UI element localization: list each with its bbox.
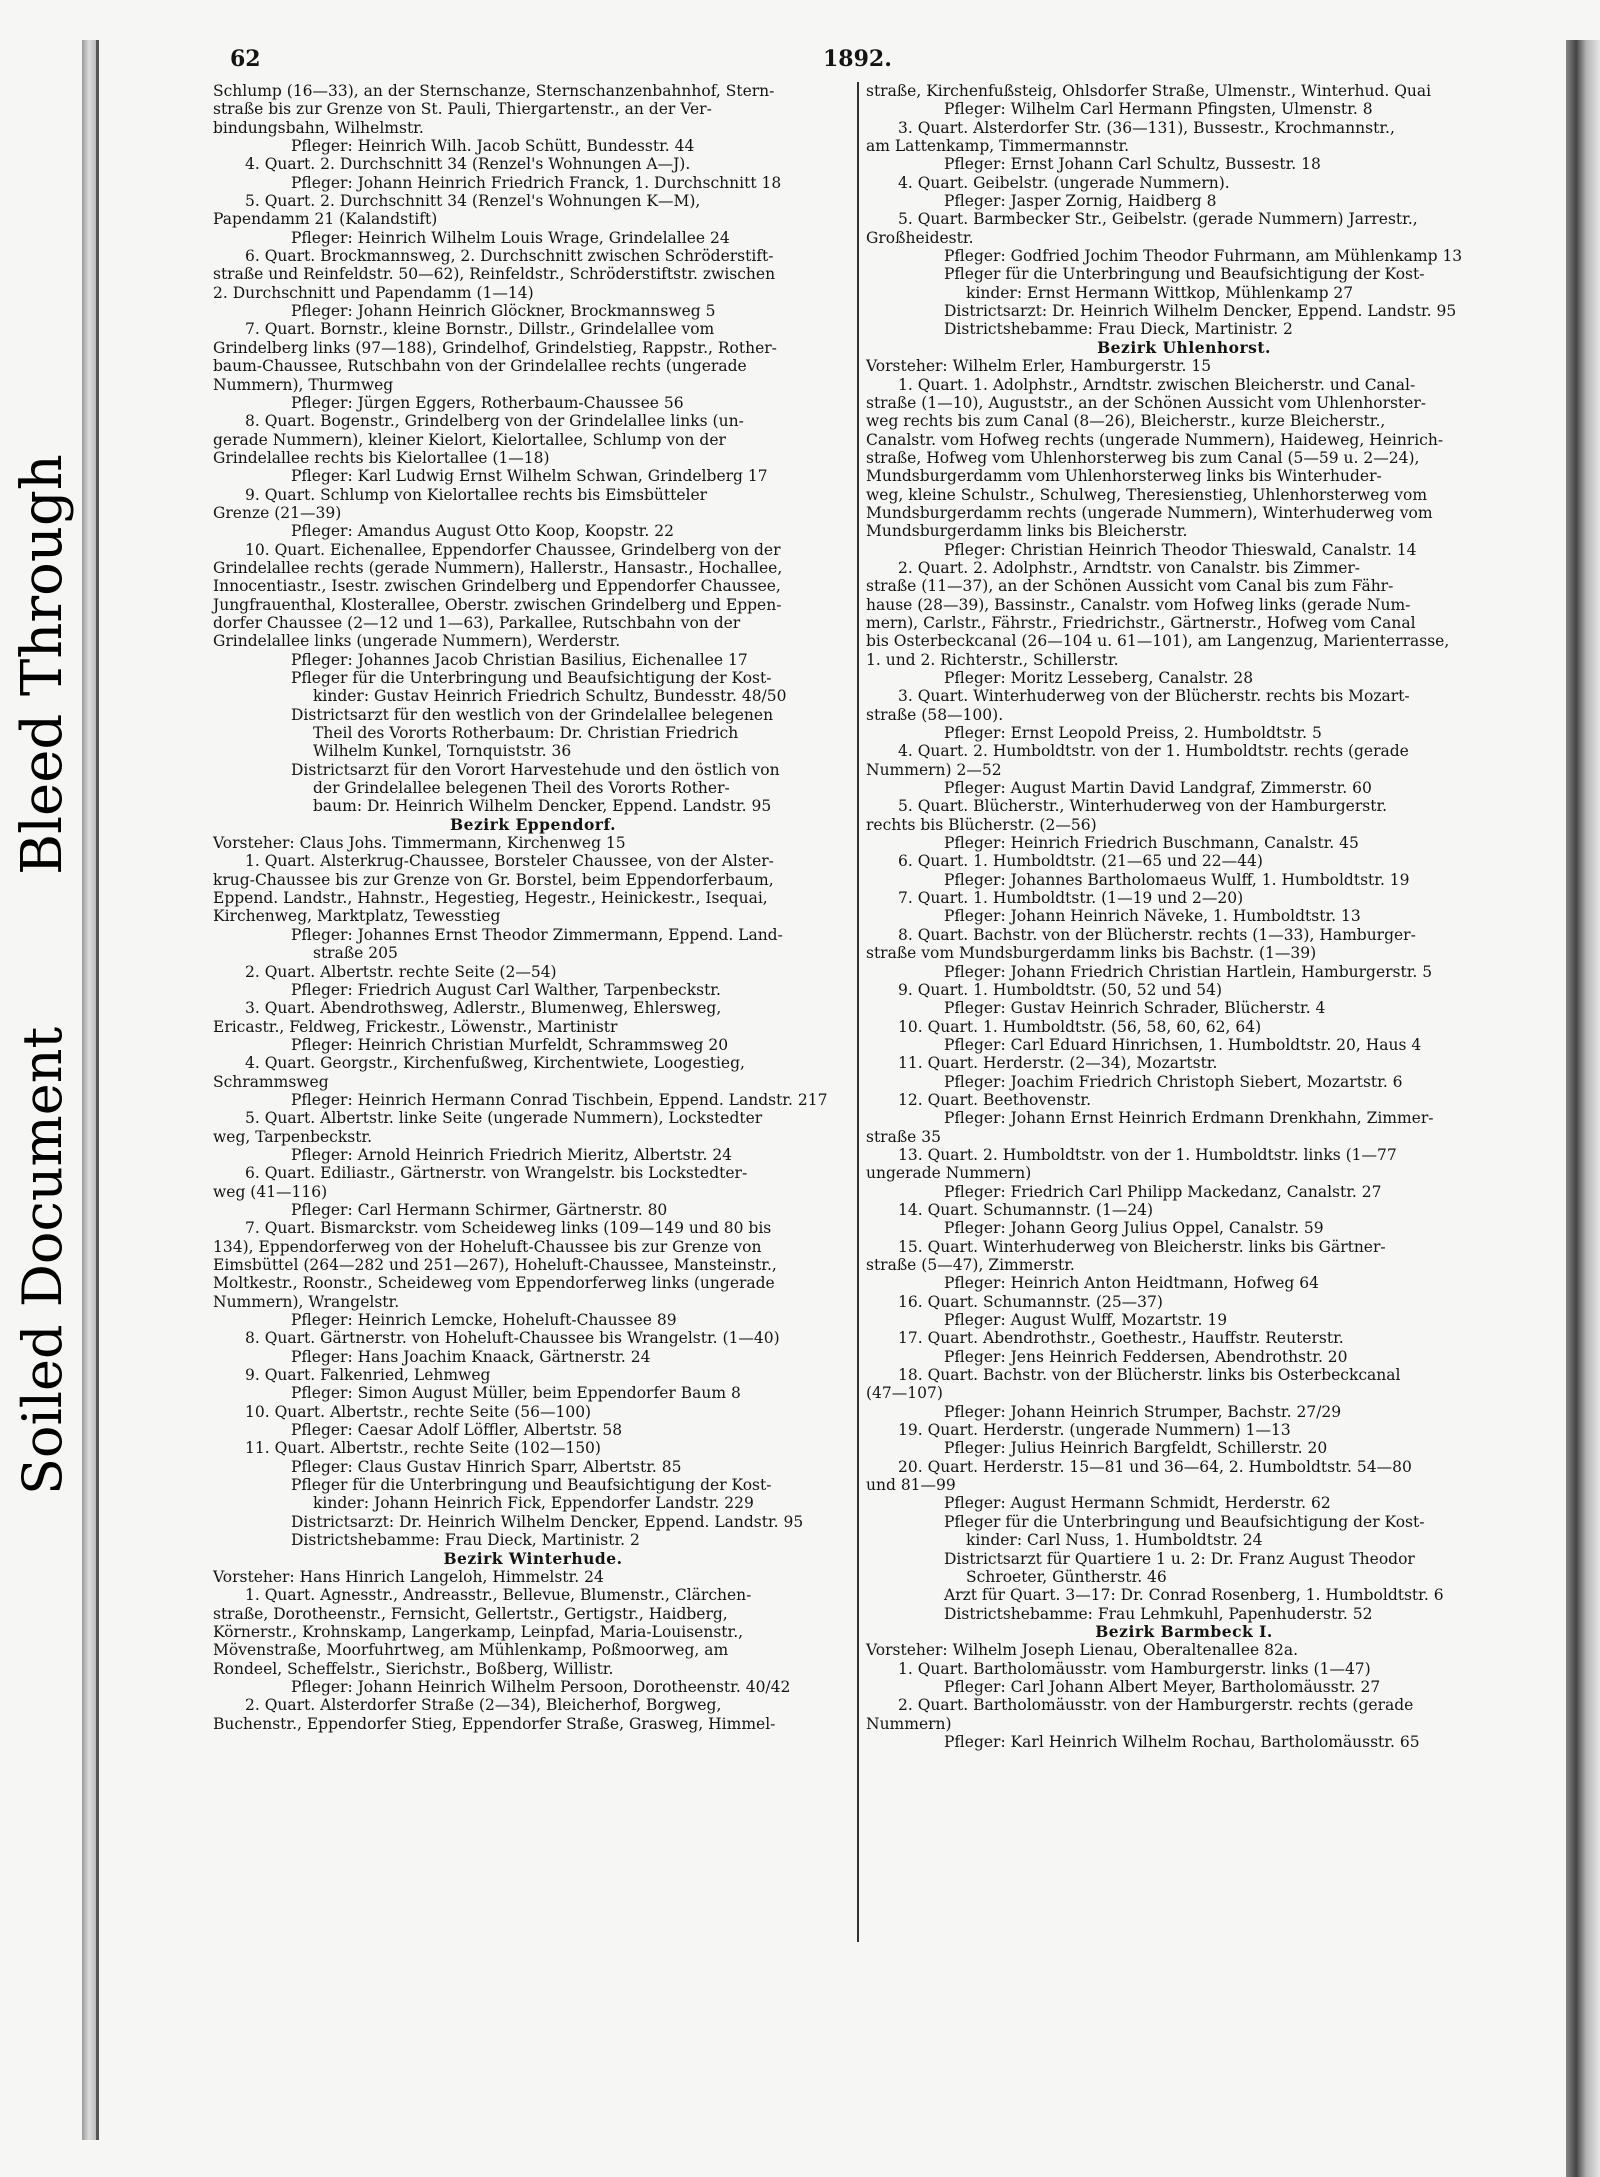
text-line: Pfleger: Friedrich August Carl Walther, Tarpenbeckstr. [291, 980, 721, 999]
text-line: (47—107) [866, 1384, 943, 1403]
text-line: 5. Quart. Albertstr. linke Seite (ungerade Nummern), Lockstedter [245, 1109, 763, 1128]
text-line: straße bis zur Grenze von St. Pauli, Thiergartenstr., an der Ver- [213, 100, 712, 119]
text-line: 3. Quart. Abendrothsweg, Adlerstr., Blumenweg, Ehlersweg, [245, 999, 722, 1018]
text-line: Pfleger für die Unterbringung und Beaufsichtigung der Kost- [944, 265, 1425, 284]
text-line: 6. Quart. 1. Humboldtstr. (21—65 und 22—44) [898, 852, 1263, 871]
text-line: Buchenstr., Eppendorfer Stieg, Eppendorfer Straße, Grasweg, Himmel- [213, 1714, 776, 1733]
text-line: 1. Quart. Bartholomäusstr. vom Hamburgerstr. links (1—47) [898, 1659, 1371, 1678]
text-line: Pfleger: Christian Heinrich Theodor Thieswald, Canalstr. 14 [944, 540, 1417, 559]
text-line: 9. Quart. 1. Humboldtstr. (50, 52 und 54) [898, 980, 1223, 999]
text-line: kinder: Gustav Heinrich Friedrich Schultz, Bundesstr. 48/50 [313, 687, 787, 706]
text-line: 7. Quart. Bismarckstr. vom Scheideweg links (109—149 und 80 bis [245, 1219, 772, 1238]
text-line: Pfleger: August Hermann Schmidt, Herderstr. 62 [944, 1494, 1331, 1513]
text-line: Grenze (21—39) [213, 503, 342, 522]
text-line: 15. Quart. Winterhuderweg von Bleicherstr. links bis Gärtner- [898, 1237, 1386, 1256]
text-line: Rondeel, Scheffelstr., Sierichstr., Boßberg, Willistr. [213, 1659, 614, 1678]
text-line: Pfleger: Claus Gustav Hinrich Sparr, Albertstr. 85 [291, 1457, 682, 1476]
district-heading: Bezirk Uhlenhorst. [1097, 337, 1271, 357]
text-line: straße (5—47), Zimmerstr. [866, 1256, 1075, 1274]
text-line: Pfleger: Friedrich Carl Philipp Mackedanz, Canalstr. 27 [944, 1182, 1382, 1201]
text-line: straße (1—10), Auguststr., an der Schönen Aussicht vom Uhlenhorster- [866, 393, 1426, 412]
text-line: Districtshebamme: Frau Lehmkuhl, Papenhuderstr. 52 [944, 1604, 1373, 1623]
text-line: Pfleger: Heinrich Friedrich Buschmann, Canalstr. 45 [944, 834, 1359, 853]
text-line: Eimsbüttel (264—282 und 251—267), Hoheluft-Chaussee, Mansteinstr., [213, 1256, 777, 1274]
text-line: Pfleger: Heinrich Anton Heidtmann, Hofweg 64 [944, 1274, 1319, 1293]
text-line: baum: Dr. Heinrich Wilhelm Dencker, Eppend. Landstr. 95 [313, 797, 772, 816]
text-line: Districtsarzt: Dr. Heinrich Wilhelm Dencker, Eppend. Landstr. 95 [291, 1512, 804, 1531]
text-line: Pfleger: Simon August Müller, beim Eppendorfer Baum 8 [291, 1384, 741, 1403]
text-line: Schlump (16—33), an der Sternschanze, Sternschanzenbahnhof, Stern- [213, 82, 775, 100]
text-line: Grindelallee links (ungerade Nummern), Werderstr. [213, 632, 621, 651]
text-line: 13. Quart. 2. Humboldtstr. von der 1. Humboldtstr. links (1—77 [898, 1145, 1397, 1164]
text-line: straße (11—37), an der Schönen Aussicht vom Canal bis zum Fähr- [866, 577, 1394, 596]
text-line: 10. Quart. Eichenallee, Eppendorfer Chaussee, Grindelberg von der [245, 540, 781, 559]
text-line: Pfleger: Heinrich Wilh. Jacob Schütt, Bundesstr. 44 [291, 137, 695, 156]
text-line: Pfleger: Amandus August Otto Koop, Koopstr. 22 [291, 522, 674, 541]
text-line: Pfleger: Joachim Friedrich Christoph Siebert, Mozartstr. 6 [944, 1072, 1403, 1091]
text-line: 14. Quart. Schumannstr. (1—24) [898, 1200, 1154, 1219]
text-line: Pfleger: August Wulff, Mozartstr. 19 [944, 1311, 1228, 1330]
book-binding [82, 40, 96, 2140]
text-line: 3. Quart. Winterhuderweg von der Blücherstr. rechts bis Mozart- [898, 687, 1410, 706]
text-line: 8. Quart. Bogenstr., Grindelberg von der Grindelallee links (un- [245, 412, 744, 431]
text-line: Vorsteher: Claus Johs. Timmermann, Kirchenweg 15 [213, 834, 626, 853]
left-column [213, 82, 853, 1733]
text-line: Districtsarzt für den Vorort Harvestehude und den östlich von [291, 760, 780, 779]
text-line: Pfleger: Moritz Lesseberg, Canalstr. 28 [944, 669, 1254, 687]
text-line: 6. Quart. Brockmannsweg, 2. Durchschnitt zwischen Schröderstift- [245, 247, 774, 266]
text-line: Pfleger: Ernst Johann Carl Schultz, Bussestr. 18 [944, 155, 1321, 174]
text-line: Pfleger: Johann Heinrich Wilhelm Persoon, Dorotheenstr. 40/42 [291, 1677, 791, 1696]
text-line: 4. Quart. Georgstr., Kirchenfußweg, Kirchentwiete, Loogestieg, [245, 1054, 745, 1073]
text-line: 9. Quart. Schlump von Kielortallee rechts bis Eimsbütteler [245, 485, 708, 504]
text-line: gerade Nummern), kleiner Kielort, Kielortallee, Schlump von der [213, 430, 726, 449]
text-line: 3. Quart. Alsterdorfer Str. (36—131), Bussestr., Krochmannstr., [898, 118, 1395, 137]
page-year: 1892. [823, 46, 892, 72]
text-line: weg rechts bis zum Canal (8—26), Bleicherstr., kurze Bleicherstr., [866, 412, 1386, 431]
text-line: 16. Quart. Schumannstr. (25—37) [898, 1292, 1163, 1311]
text-line: Ericastr., Feldweg, Frickestr., Löwenstr., Martinistr [213, 1017, 618, 1036]
text-line: 134), Eppendorferweg von der Hoheluft-Chaussee bis zur Grenze von [213, 1237, 762, 1256]
text-line: straße vom Mundsburgerdamm links bis Bachstr. (1—39) [866, 944, 1317, 963]
text-line: Mundsburgerdamm vom Uhlenhorsterweg links bis Winterhuder- [866, 467, 1382, 486]
text-line: Pfleger: Johann Ernst Heinrich Erdmann Drenkhahn, Zimmer- [944, 1109, 1434, 1128]
text-line: Pfleger: Johann Heinrich Glöckner, Brockmannsweg 5 [291, 302, 716, 321]
text-line: Vorsteher: Hans Hinrich Langeloh, Himmelstr. 24 [213, 1567, 604, 1586]
text-line: Moltkestr., Roonstr., Scheideweg vom Eppendorferweg links (ungerade [213, 1274, 775, 1293]
text-line: 1. Quart. Alsterkrug-Chaussee, Borsteler Chaussee, von der Alster- [245, 852, 774, 871]
text-line: Pfleger für die Unterbringung und Beaufsichtigung der Kost- [944, 1512, 1425, 1531]
text-line: 4. Quart. Geibelstr. (ungerade Nummern). [898, 173, 1230, 192]
text-line: 2. Quart. 2. Adolphstr., Arndtstr. von Canalstr. bis Zimmer- [898, 558, 1361, 577]
text-line: Grindelberg links (97—188), Grindelhof, Grindelstieg, Rappstr., Rother- [213, 338, 777, 357]
text-line: 18. Quart. Bachstr. von der Blücherstr. links bis Osterbeckcanal [898, 1366, 1401, 1385]
text-line: Pfleger: Johann Heinrich Strumper, Bachstr. 27/29 [944, 1402, 1342, 1421]
text-line: Pfleger: Johann Heinrich Näveke, 1. Humboldtstr. 13 [944, 907, 1361, 926]
text-line: krug-Chaussee bis zur Grenze von Gr. Borstel, beim Eppendorferbaum, [213, 870, 774, 889]
text-line: Pfleger: Heinrich Christian Murfeldt, Schrammsweg 20 [291, 1035, 729, 1054]
page-right-edge [1566, 40, 1600, 2177]
text-line: bindungsbahn, Wilhelmstr. [213, 118, 424, 137]
text-line: Pfleger: Johann Friedrich Christian Hartlein, Hamburgerstr. 5 [944, 962, 1433, 981]
text-line: 20. Quart. Herderstr. 15—81 und 36—64, 2. Humboldtstr. 54—80 [898, 1457, 1412, 1476]
text-line: Pfleger: Jürgen Eggers, Rotherbaum-Chaussee 56 [291, 393, 684, 412]
text-line: Pfleger: Johann Heinrich Friedrich Franck, 1. Durchschnitt 18 [291, 173, 782, 192]
text-line: Districtshebamme: Frau Dieck, Martinistr. 2 [944, 320, 1293, 339]
text-line: Pfleger: Johannes Bartholomaeus Wulff, 1. Humboldtstr. 19 [944, 870, 1410, 889]
text-line: 7. Quart. 1. Humboldtstr. (1—19 und 2—20) [898, 889, 1244, 908]
text-line: hause (28—39), Bassinstr., Canalstr. vom Hofweg links (gerade Num- [866, 595, 1411, 614]
text-line: 2. Durchschnitt und Papendamm (1—14) [213, 283, 534, 302]
text-line: straße 35 [866, 1127, 942, 1146]
text-line: Pfleger: Arnold Heinrich Friedrich Mieritz, Albertstr. 24 [291, 1145, 733, 1164]
text-line: 8. Quart. Gärtnerstr. von Hoheluft-Chaussee bis Wrangelstr. (1—40) [245, 1329, 780, 1348]
text-line: Districtshebamme: Frau Dieck, Martinistr. 2 [291, 1531, 640, 1550]
text-line: Canalstr. vom Hofweg rechts (ungerade Nummern), Haideweg, Heinrich- [866, 430, 1444, 449]
text-line: weg, kleine Schulstr., Schulweg, Theresienstieg, Uhlenhorsterweg vom [866, 485, 1428, 504]
text-line: Pfleger: Karl Heinrich Wilhelm Rochau, Bartholomäusstr. 65 [944, 1732, 1420, 1751]
text-line: Papendamm 21 (Kalandstift) [213, 210, 438, 229]
text-line: 9. Quart. Falkenried, Lehmweg [245, 1366, 491, 1385]
text-line: Nummern), Thurmweg [213, 375, 394, 394]
text-line: Pfleger: Hans Joachim Knaack, Gärtnerstr. 24 [291, 1347, 651, 1366]
text-line: straße, Dorotheenstr., Fernsicht, Gellertstr., Gertigstr., Haidberg, [213, 1604, 728, 1623]
text-line: kinder: Johann Heinrich Fick, Eppendorfer Landstr. 229 [313, 1494, 754, 1513]
soiled-document-label: Soiled Document [11, 1026, 74, 1495]
text-line: 5. Quart. Barmbecker Str., Geibelstr. (gerade Nummern) Jarrestr., [898, 210, 1418, 229]
text-line: 1. Quart. Agnesstr., Andreasstr., Bellevue, Blumenstr., Clärchen- [245, 1586, 752, 1605]
text-line: 17. Quart. Abendrothstr., Goethestr., Hauffstr. Reuterstr. [898, 1329, 1344, 1348]
text-line: 1. Quart. 1. Adolphstr., Arndtstr. zwischen Bleicherstr. und Canal- [898, 375, 1416, 394]
text-line: kinder: Carl Nuss, 1. Humboldtstr. 24 [966, 1531, 1263, 1550]
text-line: Pfleger für die Unterbringung und Beaufsichtigung der Kost- [291, 669, 772, 687]
text-line: dorfer Chaussee (2—12 und 1—63), Parkallee, Rutschbahn von der [213, 613, 741, 632]
district-heading: Bezirk Winterhude. [443, 1548, 623, 1568]
text-line: Grindelallee rechts (gerade Nummern), Hallerstr., Hansastr., Hochallee, [213, 558, 783, 577]
text-line: 10. Quart. 1. Humboldtstr. (56, 58, 60, 62, 64) [898, 1017, 1262, 1036]
district-heading: Bezirk Eppendorf. [450, 814, 616, 834]
text-line: Pfleger: Johannes Ernst Theodor Zimmermann, Eppend. Land- [291, 925, 783, 944]
text-line: der Grindelallee belegenen Theil des Vororts Rother- [313, 779, 730, 798]
text-line: rechts bis Blücherstr. (2—56) [866, 815, 1097, 834]
text-line: weg (41—116) [213, 1182, 328, 1201]
text-line: am Lattenkamp, Timmermannstr. [866, 137, 1130, 156]
text-line: Pfleger: Carl Eduard Hinrichsen, 1. Humboldtstr. 20, Haus 4 [944, 1035, 1422, 1054]
page-header [230, 46, 1510, 74]
text-line: und 81—99 [866, 1476, 956, 1495]
text-line: Districtsarzt: Dr. Heinrich Wilhelm Dencker, Eppend. Landstr. 95 [944, 302, 1457, 321]
text-line: Pfleger: Jens Heinrich Feddersen, Abendrothstr. 20 [944, 1347, 1348, 1366]
binding-edge [96, 40, 99, 2140]
text-line: Nummern) [866, 1714, 952, 1733]
text-line: Districtsarzt für den westlich von der Grindelallee belegenen [291, 705, 774, 724]
text-line: Vorsteher: Wilhelm Erler, Hamburgerstr. 15 [866, 357, 1212, 376]
text-line: Pfleger: Jasper Zornig, Haidberg 8 [944, 192, 1217, 211]
bleed-through-stamp [6, 360, 76, 880]
text-line: Kirchenweg, Marktplatz, Tewesstieg [213, 907, 501, 926]
text-line: 8. Quart. Bachstr. von der Blücherstr. rechts (1—33), Hamburger- [898, 925, 1416, 944]
text-line: 12. Quart. Beethovenstr. [898, 1090, 1092, 1109]
text-line: Pfleger: Caesar Adolf Löffler, Albertstr. 58 [291, 1421, 623, 1440]
text-line: 10. Quart. Albertstr., rechte Seite (56—100) [245, 1402, 592, 1421]
text-line: 11. Quart. Herderstr. (2—34), Mozartstr. [898, 1054, 1218, 1073]
text-line: Districtsarzt für Quartiere 1 u. 2: Dr. Franz August Theodor [944, 1549, 1415, 1568]
text-line: 19. Quart. Herderstr. (ungerade Nummern) 1—13 [898, 1421, 1291, 1440]
text-line: Pfleger: Heinrich Wilhelm Louis Wrage, Grindelallee 24 [291, 228, 730, 247]
text-line: kinder: Ernst Hermann Wittkop, Mühlenkamp 27 [966, 283, 1354, 302]
text-line: straße und Reinfeldstr. 50—62), Reinfeldstr., Schröderstiftstr. zwischen [213, 265, 776, 284]
text-line: straße 205 [313, 944, 398, 963]
text-line: weg, Tarpenbeckstr. [213, 1127, 373, 1146]
text-line: Pfleger: Johannes Jacob Christian Basilius, Eichenallee 17 [291, 650, 748, 669]
text-line: Pfleger: Heinrich Hermann Conrad Tischbein, Eppend. Landstr. 217 [291, 1090, 828, 1109]
text-line: Wilhelm Kunkel, Tornquiststr. 36 [313, 742, 572, 761]
text-line: Grindelallee rechts bis Kielortallee (1—18) [213, 448, 550, 467]
text-line: Pfleger: Carl Hermann Schirmer, Gärtnerstr. 80 [291, 1200, 668, 1219]
text-line: ungerade Nummern) [866, 1164, 1032, 1183]
text-line: bis Osterbeckcanal (26—104 u. 61—101), am Langenzug, Marienterrasse, [866, 632, 1450, 651]
text-line: Innocentiastr., Isestr. zwischen Grindelberg und Eppendorfer Chaussee, [213, 577, 781, 596]
text-line: baum-Chaussee, Rutschbahn von der Grindelallee rechts (ungerade [213, 357, 747, 376]
text-line: Pfleger: Johann Georg Julius Oppel, Canalstr. 59 [944, 1219, 1324, 1238]
page-number: 62 [230, 46, 261, 72]
text-line: Pfleger: Julius Heinrich Bargfeldt, Schillerstr. 20 [944, 1439, 1328, 1458]
text-line: Jungfrauenthal, Klosterallee, Oberstr. zwischen Grindelberg und Eppen- [213, 595, 782, 614]
text-line: Arzt für Quart. 3—17: Dr. Conrad Rosenberg, 1. Humboldtstr. 6 [944, 1586, 1444, 1605]
district-heading: Bezirk Barmbeck I. [1095, 1621, 1273, 1641]
text-line: Eppend. Landstr., Hahnstr., Hegestieg, Hegestr., Heinickestr., Isequai, [213, 889, 768, 908]
text-line: Pfleger: Ernst Leopold Preiss, 2. Humboldtstr. 5 [944, 724, 1322, 743]
text-line: 7. Quart. Bornstr., kleine Bornstr., Dillstr., Grindelallee vom [245, 320, 715, 339]
text-line: 6. Quart. Ediliastr., Gärtnerstr. von Wrangelstr. bis Lockstedter- [245, 1164, 748, 1183]
text-line: Nummern) 2—52 [866, 760, 1002, 779]
text-line: Großheidestr. [866, 228, 974, 247]
text-line: 2. Quart. Alsterdorfer Straße (2—34), Bleicherhof, Borgweg, [245, 1696, 722, 1715]
text-line: straße, Kirchenfußsteig, Ohlsdorfer Straße, Ulmenstr., Winterhud. Quai [866, 82, 1432, 100]
text-line: mern), Carlstr., Fährstr., Friedrichstr., Gärtnerstr., Hofweg vom Canal [866, 613, 1416, 632]
text-line: Mövenstraße, Moorfuhrtweg, am Mühlenkamp, Poßmoorweg, am [213, 1641, 729, 1660]
text-line: Vorsteher: Wilhelm Joseph Lienau, Oberaltenallee 82a. [866, 1641, 1298, 1660]
text-line: Pfleger für die Unterbringung und Beaufsichtigung der Kost- [291, 1476, 772, 1495]
text-line: Pfleger: Karl Ludwig Ernst Wilhelm Schwan, Grindelberg 17 [291, 467, 768, 486]
text-line: Pfleger: Heinrich Lemcke, Hoheluft-Chaussee 89 [291, 1311, 677, 1330]
text-line: Mundsburgerdamm links bis Bleicherstr. [866, 522, 1188, 541]
text-line: Pfleger: Godfried Jochim Theodor Fuhrmann, am Mühlenkamp 13 [944, 247, 1463, 266]
text-line: 5. Quart. 2. Durchschnitt 34 (Renzel's Wohnungen K—M), [245, 192, 701, 211]
text-line: Pfleger: August Martin David Landgraf, Zimmerstr. 60 [944, 779, 1372, 798]
text-line: Pfleger: Gustav Heinrich Schrader, Blücherstr. 4 [944, 999, 1326, 1018]
text-line: Körnerstr., Krohnskamp, Langerkamp, Leinpfad, Maria-Louisenstr., [213, 1622, 744, 1641]
text-line: 1. und 2. Richterstr., Schillerstr. [866, 650, 1119, 669]
text-line: Pfleger: Wilhelm Carl Hermann Pfingsten, Ulmenstr. 8 [944, 100, 1373, 119]
text-line: Pfleger: Carl Johann Albert Meyer, Bartholomäusstr. 27 [944, 1677, 1381, 1696]
text-line: straße, Hofweg vom Uhlenhorsterweg bis zum Canal (5—59 u. 2—24), [866, 448, 1420, 467]
text-line: 2. Quart. Bartholomäusstr. von der Hamburgerstr. rechts (gerade [898, 1696, 1414, 1715]
text-line: Schroeter, Güntherstr. 46 [966, 1567, 1167, 1586]
soiled-document-stamp [6, 920, 76, 1500]
text-line: Schrammsweg [213, 1072, 329, 1091]
column-divider [857, 82, 859, 1942]
text-line: Theil des Vororts Rotherbaum: Dr. Christian Friedrich [313, 724, 739, 743]
text-line: Mundsburgerdamm rechts (ungerade Nummern), Winterhuderweg vom [866, 503, 1433, 522]
text-line: straße (58—100). [866, 705, 1004, 724]
right-column [866, 82, 1502, 1751]
text-line: 11. Quart. Albertstr., rechte Seite (102—150) [245, 1439, 601, 1458]
text-line: 5. Quart. Blücherstr., Winterhuderweg von der Hamburgerstr. [898, 797, 1388, 816]
text-line: 4. Quart. 2. Humboldtstr. von der 1. Humboldtstr. rechts (gerade [898, 742, 1409, 761]
text-line: 2. Quart. Albertstr. rechte Seite (2—54) [245, 962, 557, 981]
text-line: Nummern), Wrangelstr. [213, 1292, 400, 1311]
bleed-through-label: Bleed Through [10, 454, 75, 875]
text-line: 4. Quart. 2. Durchschnitt 34 (Renzel's Wohnungen A—J). [245, 155, 691, 174]
